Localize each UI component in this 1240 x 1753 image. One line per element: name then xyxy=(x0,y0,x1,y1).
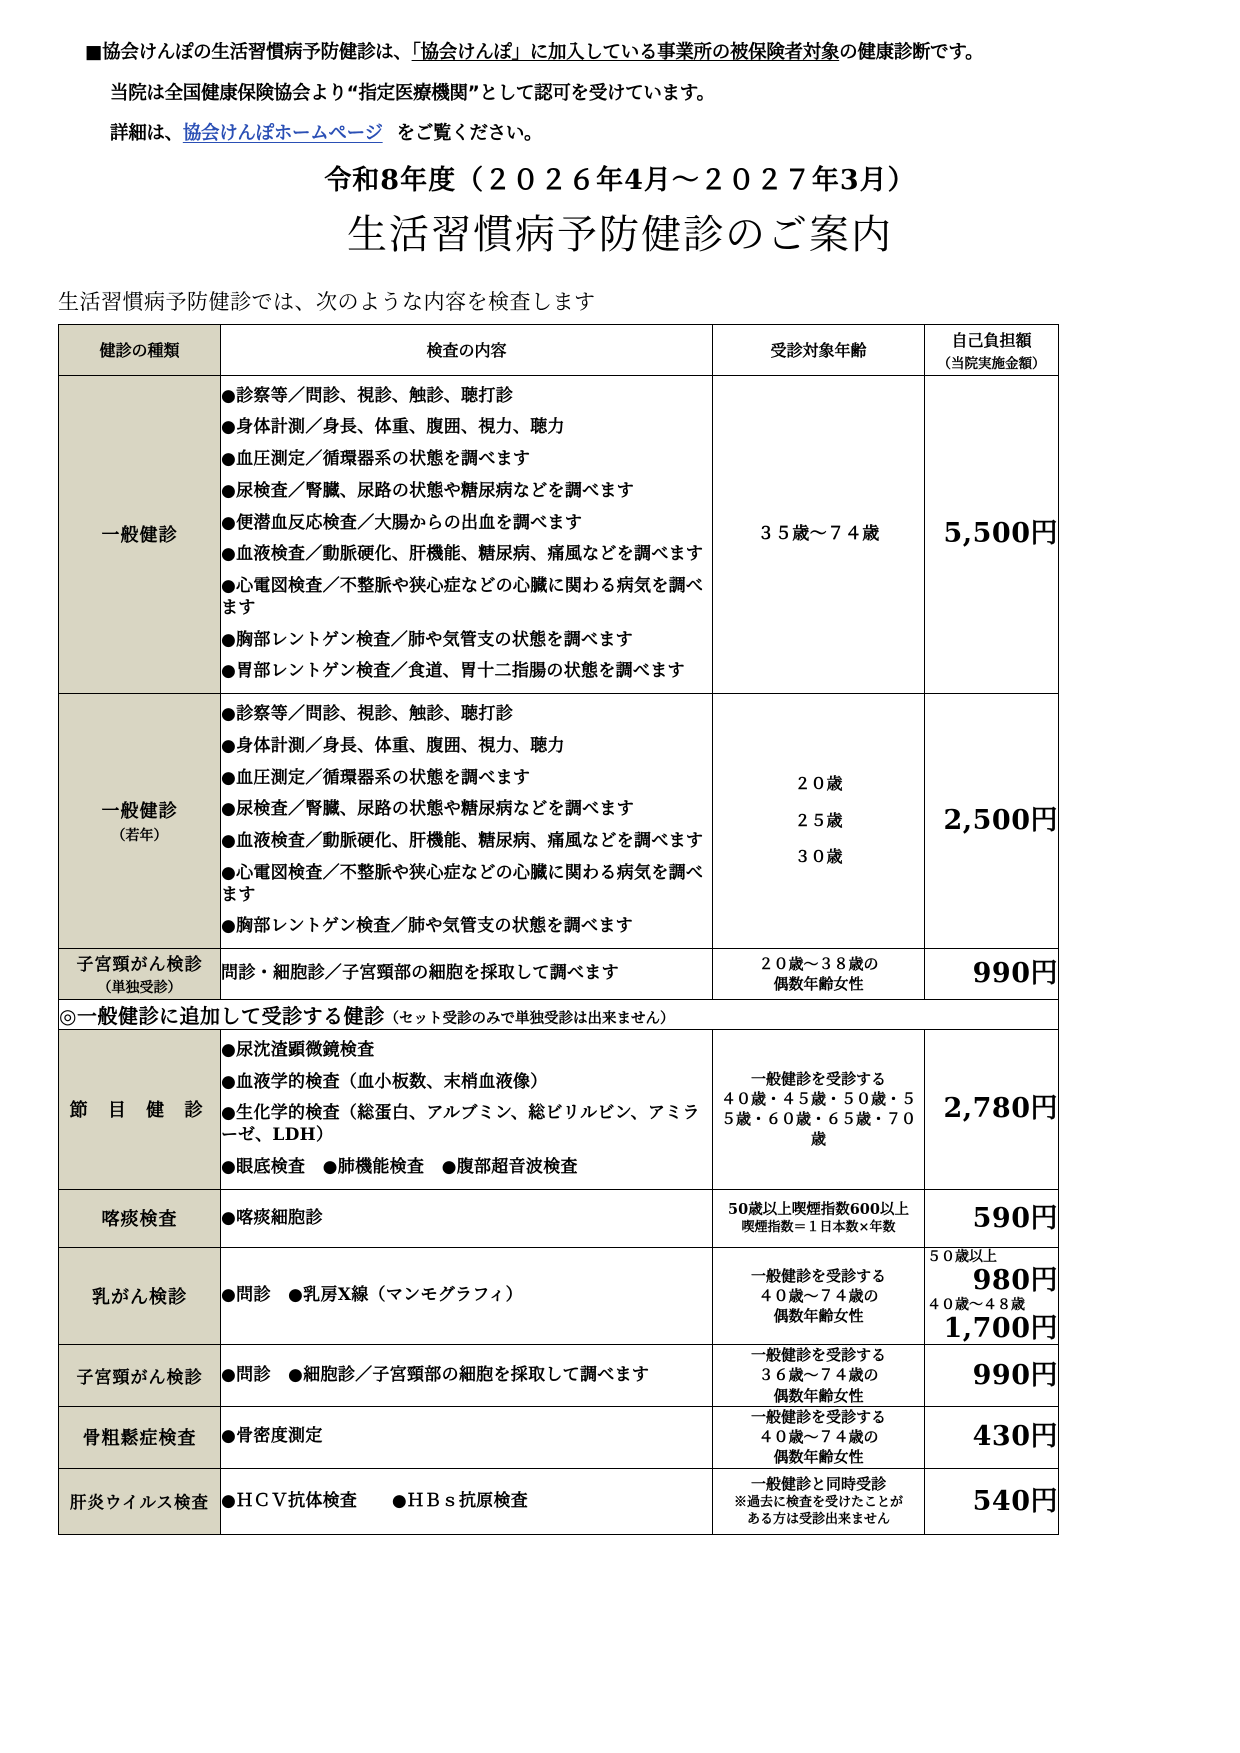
table-row xyxy=(59,1345,1059,1407)
age-line: 一般健診を受診する xyxy=(750,1069,886,1088)
row-desc-general-young xyxy=(221,694,713,949)
table-head xyxy=(59,324,1059,375)
row-price-osteoporosis: 430円 xyxy=(925,1406,1059,1468)
desc-line: ●身体計測／身長、体重、腹囲、視力、聴力 xyxy=(221,417,565,438)
row-kind-osteoporosis xyxy=(59,1406,221,1468)
row-desc-milestone xyxy=(221,1029,713,1189)
desc-line: ●胸部レントゲン検査／肺や気管支の状態を調べます xyxy=(221,916,633,937)
age-line: ５歳・６０歳・６５歳・７０ xyxy=(720,1110,916,1129)
age-note: 喫煙指数＝１日本数×年数 xyxy=(741,1219,896,1235)
desc-line: ●ＨＣＶ抗体検査 ●ＨＢｓ抗原検査 xyxy=(221,1490,529,1511)
row-age-osteoporosis xyxy=(713,1406,925,1468)
age-line: 一般健診を受診する xyxy=(750,1407,886,1426)
desc-line: ●心電図検査／不整脈や狭心症などの心臓に関わる病気を調べます xyxy=(221,862,704,905)
age-line: ４０歳～７４歳の xyxy=(758,1428,879,1446)
kind-label: 喀痰検査 xyxy=(101,1209,178,1231)
row-age-general-young xyxy=(713,694,925,949)
age-line: ２０歳 xyxy=(794,774,843,794)
fiscal-year-title: 令和8年度（２０２６年4月～２０２７年3月） xyxy=(324,164,916,196)
row-desc-cervical xyxy=(221,1345,713,1407)
desc-line: ●尿検査／腎臓、尿路の状態や糖尿病などを調べます xyxy=(221,480,635,501)
age-line: 50歳以上喫煙指数600以上 xyxy=(728,1201,909,1219)
age-line: 偶数年齢女性 xyxy=(773,974,864,993)
desc-line: ●胸部レントゲン検査／肺や気管支の状態を調べます xyxy=(221,629,633,650)
table-body xyxy=(59,375,1059,1535)
section-banner-row xyxy=(59,999,1059,1029)
row-age-cervical-single xyxy=(713,949,925,1000)
desc-line: ●尿検査／腎臓、尿路の状態や糖尿病などを調べます xyxy=(221,799,635,820)
table-row xyxy=(59,694,1059,949)
desc-line: ●診察等／問診、視診、触診、聴打診 xyxy=(221,704,513,724)
age-line: 偶数年齢女性 xyxy=(773,1386,864,1405)
row-price-cervical: 990円 xyxy=(925,1345,1059,1407)
age-line: 一般健診と同時受診 xyxy=(750,1475,886,1494)
row-price-breast xyxy=(925,1248,1059,1345)
age-line: 偶数年齢女性 xyxy=(773,1448,864,1467)
table-intro-text: 生活習慣病予防健診では、次のような内容を検査します xyxy=(58,289,596,314)
kind-label: 子宮頸がん検診 xyxy=(76,955,203,976)
table-row xyxy=(59,1029,1059,1189)
kind-label: 子宮頸がん検診 xyxy=(76,1367,203,1388)
kind-label: 肝炎ウイルス検査 xyxy=(69,1493,209,1513)
row-desc-breast xyxy=(221,1248,713,1345)
row-kind-general-young xyxy=(59,694,221,949)
row-age-milestone xyxy=(713,1029,925,1189)
desc-line: ●便潜血反応検査／大腸からの出血を調べます xyxy=(221,512,583,533)
row-kind-sputum xyxy=(59,1189,221,1248)
row-price-hepatitis: 540円 xyxy=(925,1468,1059,1535)
row-desc-general xyxy=(221,375,713,694)
desc-line: ●血液検査／動脈硬化、肝機能、糖尿病、痛風などを調べます xyxy=(221,544,704,565)
banner-main: ◎一般健診に追加して受診する健診 xyxy=(59,1003,385,1028)
kind-label: 一般健診 xyxy=(101,801,178,822)
row-age-sputum xyxy=(713,1189,925,1248)
row-price-sputum: 590円 xyxy=(925,1189,1059,1248)
age-line: 一般健診を受診する xyxy=(750,1266,886,1285)
page-title: 生活習慣病予防健診のご案内 xyxy=(347,211,893,258)
table-header-row xyxy=(59,324,1059,375)
header-desc: 検査の内容 xyxy=(221,324,713,375)
price-amount-2: 1,700円 xyxy=(943,1313,1058,1345)
row-kind-hepatitis xyxy=(59,1468,221,1535)
age-line: ２５歳 xyxy=(794,810,843,830)
age-line: 偶数年齢女性 xyxy=(773,1307,864,1326)
table-row xyxy=(59,1248,1059,1345)
kind-sublabel: （単独受診） xyxy=(97,980,182,997)
header-price-main: 自己負担額 xyxy=(951,330,1032,350)
desc-line: ●生化学的検査（総蛋白、アルブミン、総ビリルビン、アミラーゼ、LDH） xyxy=(221,1103,700,1145)
desc-line: ●尿沈渣顕微鏡検査 xyxy=(221,1039,375,1060)
table-row xyxy=(59,1189,1059,1248)
kind-label: 節 目 健 診 xyxy=(69,1100,210,1122)
header-price xyxy=(925,324,1059,375)
row-age-general: ３５歳～７４歳 xyxy=(713,375,925,694)
desc-line: ●問診 ●乳房X線（マンモグラフィ） xyxy=(221,1285,523,1306)
row-price-general-young: 2,500円 xyxy=(925,694,1059,949)
table-row xyxy=(59,1468,1059,1535)
price-amount-1: 980円 xyxy=(972,1265,1058,1297)
row-desc-sputum xyxy=(221,1189,713,1248)
age-note-line: ※過去に検査を受けたことが xyxy=(733,1494,903,1510)
header-kind: 健診の種類 xyxy=(59,324,221,375)
age-note-line: ある方は受診出来ません xyxy=(746,1511,890,1527)
desc-line: ●心電図検査／不整脈や狭心症などの心臓に関わる病気を調べます xyxy=(221,576,704,618)
desc-line: ●血圧測定／循環器系の状態を調べます xyxy=(221,449,531,469)
notice-1-pre: ■協会けんぽの生活習慣病予防健診は、 xyxy=(85,42,412,63)
age-line: ４０歳～７４歳の xyxy=(758,1287,879,1305)
desc-line: ●血圧測定／循環器系の状態を調べます xyxy=(221,767,531,788)
desc-line: ●眼底検査 ●肺機能検査 ●腹部超音波検査 xyxy=(221,1156,578,1177)
row-kind-general xyxy=(59,375,221,694)
age-line: ４０歳・４５歳・５０歳・５ xyxy=(720,1089,916,1108)
notice-3-pre: 詳細は、 xyxy=(110,123,183,144)
row-age-hepatitis xyxy=(713,1468,925,1535)
row-age-breast xyxy=(713,1248,925,1345)
row-desc-hepatitis xyxy=(221,1468,713,1535)
age-line: 歳 xyxy=(810,1130,826,1149)
desc-line: 問診・細胞診／子宮頸部の細胞を採取して調べます xyxy=(221,963,619,983)
row-price-general: 5,500円 xyxy=(925,375,1059,694)
desc-line: ●血液学的検査（血小板数、末梢血液像） xyxy=(221,1071,548,1092)
kind-label: 骨粗鬆症検査 xyxy=(82,1428,197,1450)
price-note-2: ４０歳～４８歳 xyxy=(927,1297,1025,1314)
row-age-cervical xyxy=(713,1345,925,1407)
kind-label: 一般健診 xyxy=(101,525,178,547)
row-desc-osteoporosis xyxy=(221,1406,713,1468)
notice-line-2: 当院は全国健康保険協会より“指定医療機関”として認可を受けています。 xyxy=(110,82,715,104)
kyokai-kenpo-homepage-link[interactable]: 協会けんぽホームページ xyxy=(182,123,383,144)
desc-line: ●喀痰細胞診 xyxy=(221,1207,323,1228)
checkup-table xyxy=(58,324,1059,1536)
desc-line: ●骨密度測定 xyxy=(221,1426,323,1447)
header-age: 受診対象年齢 xyxy=(713,324,925,375)
notice-line-1 xyxy=(85,44,1180,63)
notice-3-post: をご覧ください。 xyxy=(396,123,543,144)
desc-line: ●身体計測／身長、体重、腹囲、視力、聴力 xyxy=(221,735,565,756)
price-note-1: ５０歳以上 xyxy=(927,1249,997,1266)
age-line: 一般健診を受診する xyxy=(750,1346,886,1364)
row-price-milestone: 2,780円 xyxy=(925,1029,1059,1189)
table-row xyxy=(59,949,1059,1000)
notice-1-post: の健康診断です。 xyxy=(839,42,984,63)
age-line: ３６歳～７４歳の xyxy=(758,1366,879,1385)
row-kind-cervical xyxy=(59,1345,221,1407)
row-kind-cervical-single xyxy=(59,949,221,1000)
desc-line: ●血液検査／動脈硬化、肝機能、糖尿病、痛風などを調べます xyxy=(221,831,704,851)
section-banner-additional xyxy=(59,999,1059,1029)
desc-line: ●胃部レントゲン検査／食道、胃十二指腸の状態を調べます xyxy=(221,661,685,682)
kind-sublabel: （若年） xyxy=(111,828,168,844)
header-price-sub: （当院実施金額） xyxy=(937,355,1046,372)
notice-1-underlined: 「協会けんぽ」に加入している事業所の被保険者対象 xyxy=(411,42,840,63)
table-row xyxy=(59,375,1059,694)
row-kind-milestone xyxy=(59,1029,221,1189)
desc-line: ●問診 ●細胞診／子宮頸部の細胞を採取して調べます xyxy=(221,1364,650,1385)
row-desc-cervical-single xyxy=(221,949,713,1000)
age-line: ２０歳～３８歳の xyxy=(758,954,879,973)
header-notices xyxy=(0,0,1240,144)
table-row xyxy=(59,1406,1059,1468)
age-line: ３０歳 xyxy=(794,847,843,867)
row-kind-breast xyxy=(59,1248,221,1345)
row-price-cervical-single: 990円 xyxy=(925,949,1059,1000)
banner-note: （セット受診のみで単独受診は出来ません） xyxy=(384,1010,675,1027)
desc-line: ●診察等／問診、視診、触診、聴打診 xyxy=(221,385,513,406)
kind-label: 乳がん検診 xyxy=(92,1287,187,1309)
notice-line-3 xyxy=(110,125,1180,144)
